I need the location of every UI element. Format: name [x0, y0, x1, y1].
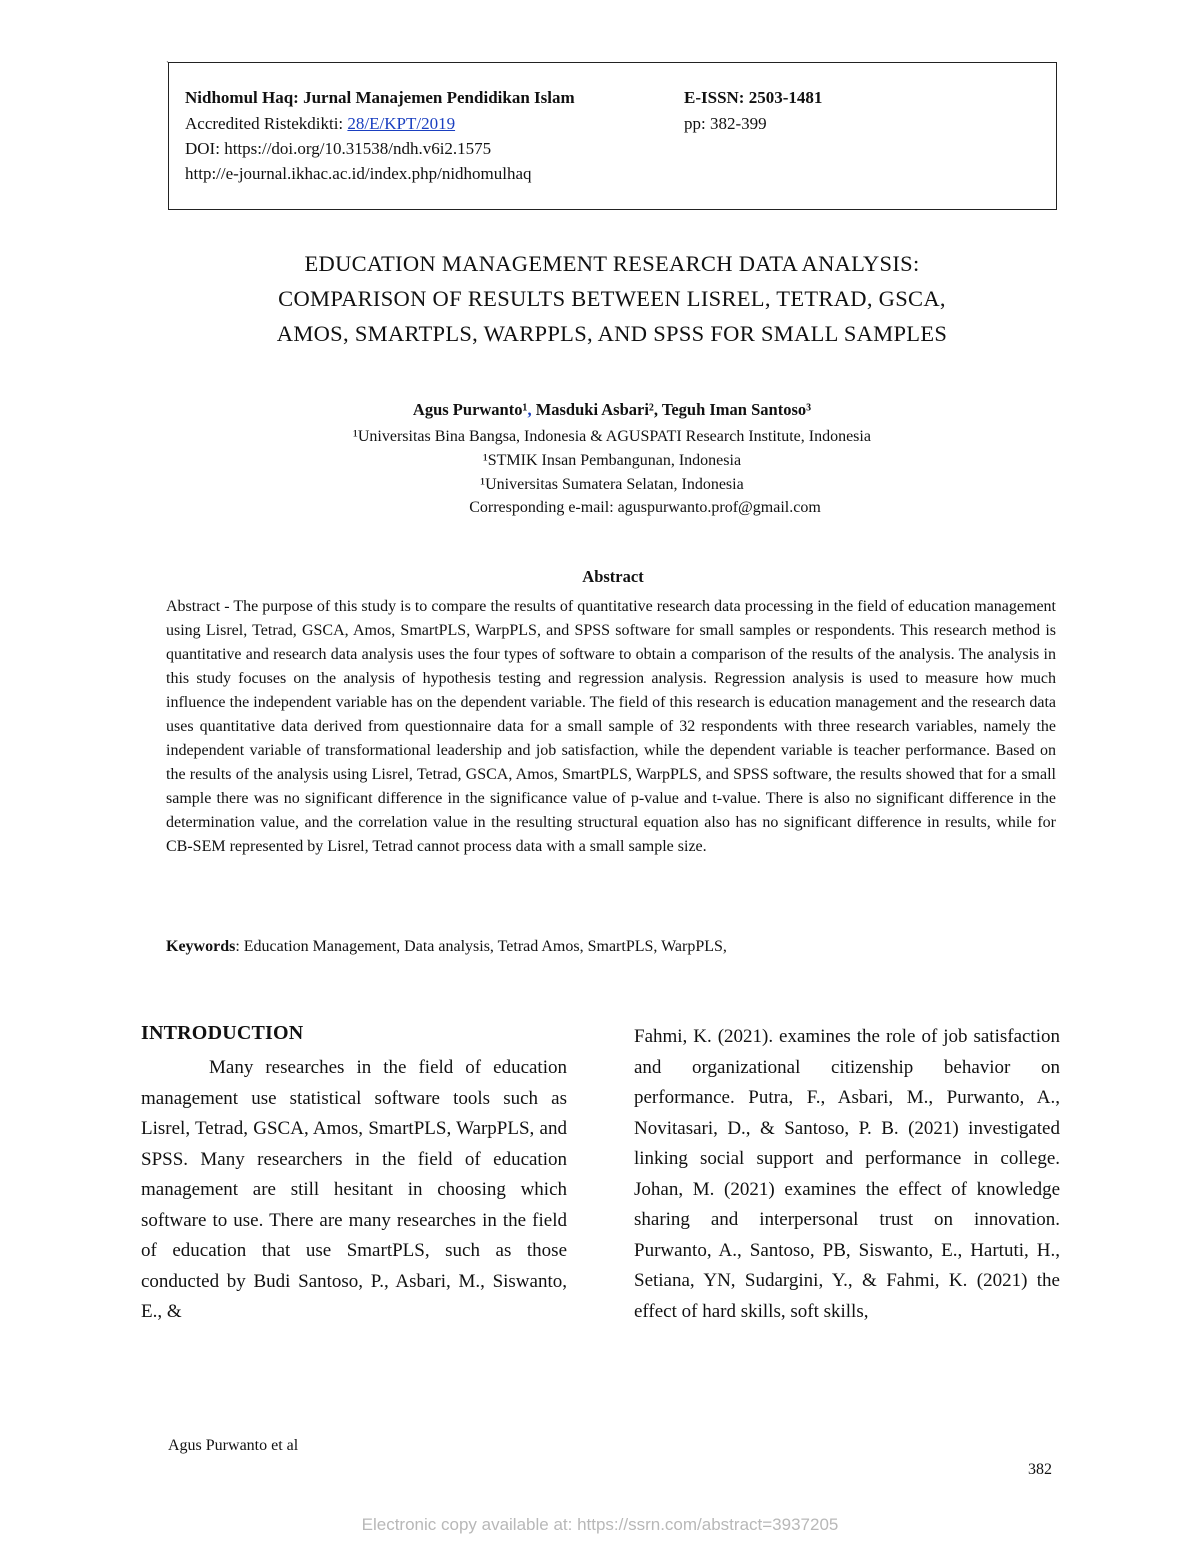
- page-range: pp: 382-399: [684, 114, 767, 133]
- journal-header-box: [168, 62, 1057, 210]
- doi: DOI: https://doi.org/10.31538/ndh.v6i2.1575: [185, 139, 492, 158]
- ssrn-watermark: Electronic copy available at: https://ssrn.com/abstract=3937205: [361, 1515, 839, 1534]
- affiliation-3: ¹Universitas Sumatera Selatan, Indonesia: [480, 476, 744, 493]
- title-line-1: EDUCATION MANAGEMENT RESEARCH DATA ANALYSIS:: [304, 251, 920, 276]
- abstract-heading: Abstract: [582, 567, 644, 586]
- author-3: Teguh Iman Santoso³: [661, 400, 812, 419]
- paper-title: [100, 246, 1124, 351]
- introduction-heading: INTRODUCTION: [141, 1022, 304, 1044]
- author-separator: ,: [527, 400, 536, 419]
- corresponding-email: Corresponding e-mail: aguspurwanto.prof@gmail.com: [469, 499, 821, 516]
- accreditation: [185, 113, 455, 135]
- keywords-label: Keywords: [166, 938, 236, 955]
- author-1: Agus Purwanto¹: [412, 400, 528, 419]
- introduction-right-column: Fahmi, K. (2021). examines the role of job satisfaction and organizational citizenship behavior on performance. Putra, F., Asbari, M., Purwanto, A., Novitasari, D., & Santoso, P. B. (2021) investigated linking social support and performance in college. Johan, M. (2021) examines the effect of knowledge sharing and interpersonal trust on innovation. Purwanto, A., Santoso, PB, Siswanto, E., Hartuti, H., Setiana, YN, Sudargini, Y., & Fahmi, K. (2021) the effect of hard skills, soft skills,: [634, 1026, 1060, 1322]
- affiliation-2: ¹STMIK Insan Pembangunan, Indonesia: [482, 452, 742, 469]
- author-separator: ,: [653, 400, 662, 419]
- title-line-2: COMPARISON OF RESULTS BETWEEN LISREL, TETRAD, GSCA,: [278, 286, 946, 311]
- footer-author: Agus Purwanto et al: [168, 1437, 299, 1454]
- journal-name: Nidhomul Haq: Jurnal Manajemen Pendidikan Islam: [185, 88, 575, 107]
- header-mark: `: [166, 60, 170, 72]
- accreditation-link[interactable]: 28/E/KPT/2019: [347, 114, 456, 133]
- author-2: Masduki Asbari²: [535, 400, 654, 419]
- introduction-left-column: Many researches in the field of education management use statistical software tools such as Lisrel, Tetrad, GSCA, Amos, SmartPLS, WarpPLS, and SPSS. Many researchers in the field of education management are still hesitant in choosing which software to use. There are many researches in the field of education that use SmartPLS, such as those conducted by Budi Santoso, P., Asbari, M., Siswanto, E., &: [141, 1057, 567, 1322]
- page-number: 382: [1028, 1461, 1052, 1478]
- keywords-list: : Education Management, Data analysis, Tetrad Amos, SmartPLS, WarpPLS,: [235, 938, 727, 955]
- journal-url: http://e-journal.ikhac.ac.id/index.php/nidhomulhaq: [185, 164, 532, 183]
- affiliation-1: ¹Universitas Bina Bangsa, Indonesia & AGUSPATI Research Institute, Indonesia: [353, 428, 871, 445]
- abstract-text: Abstract - The purpose of this study is to compare the results of quantitative research data processing in the field of education management using Lisrel, Tetrad, GSCA, Amos, SmartPLS, WarpPLS, and SPSS software for small samples or respondents. This research method is quantitative and research data analysis uses the four types of software to obtain a comparison of the results of the analysis. The analysis in this study focuses on the analysis of hypothesis testing and regression analysis. Regression analysis is used to measure how much influence the independent variable has on the dependent variable. The field of this research is education management and the research data uses quantitative data derived from questionnaire data for a small sample of 32 respondents with three research variables, namely the independent variable of transformational leadership and job satisfaction, while the dependent variable is teacher performance. Based on the results of the analysis using Lisrel, Tetrad, GSCA, Amos, SmartPLS, WarpPLS, and SPSS software, the results showed that for a small sample there was no significant difference in the significance value of p-value and t-value. There is also no significant difference in the determination value, and the correlation value in the resulting structural equation also has no significant difference in results, while for CB-SEM represented by Lisrel, Tetrad cannot process data with a small sample size.: [166, 598, 1056, 855]
- title-line-3: AMOS, SMARTPLS, WARPPLS, AND SPSS FOR SMALL SAMPLES: [276, 321, 948, 346]
- accreditation-label: Accredited Ristekdikti:: [185, 114, 348, 133]
- author-list: [0, 400, 1200, 420]
- keywords: [166, 935, 1056, 959]
- journal-eissn: E-ISSN: 2503-1481: [684, 88, 823, 107]
